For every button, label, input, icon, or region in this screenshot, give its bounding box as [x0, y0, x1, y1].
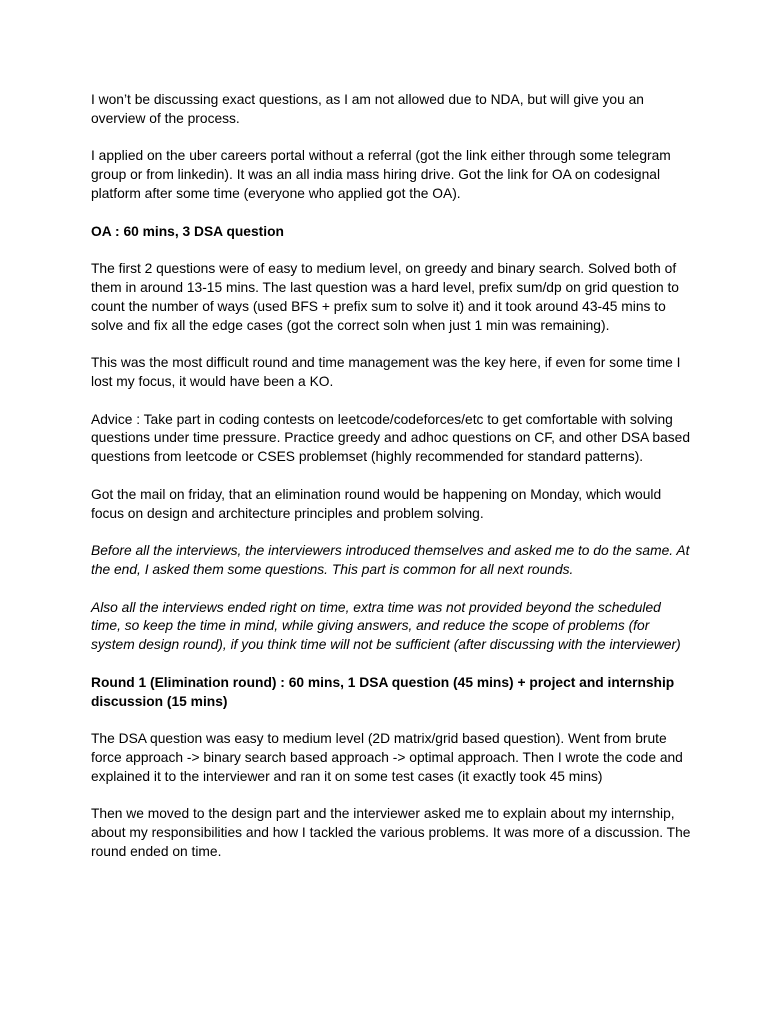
paragraph-difficulty: This was the most difficult round and time management was the key here, if even for some time I lost my focus, it would have been a KO.	[91, 355, 681, 389]
paragraph-elimination-mail: Got the mail on friday, that an elimination round would be happening on Monday, which would focus on design and architecture principles and problem solving.	[91, 486, 662, 521]
paragraph-nda-disclaimer: I won’t be discussing exact questions, as I am not allowed due to NDA, but will give you an overview of the process.	[91, 92, 644, 126]
note-time-management: Also all the interviews ended right on time, extra time was not provided beyond the scheduled time, so keep the time in mind, while giving answers, and reduce the scope of problems (for system design round), if you think time will not be sufficient (after discussing with the interviewer)	[91, 599, 681, 653]
heading-round-1: Round 1 (Elimination round) : 60 mins, 1 DSA question (45 mins) + project and internship discussion (15 mins)	[91, 674, 675, 709]
paragraph-round-1-design: Then we moved to the design part and the interviewer asked me to explain about my internship, about my responsibilities and how I tackled the various problems. It was more of a discussion. The round ended on time.	[91, 806, 691, 859]
document-page	[91, 91, 691, 880]
paragraph-advice: Advice : Take part in coding contests on leetcode/codeforces/etc to get comfortable with solving questions under time pressure. Practice greedy and adhoc questions on CF, and other DSA based questions from leetcode or CSES problemset (highly recommended for standard patterns).	[91, 411, 690, 465]
paragraph-application: I applied on the uber careers portal without a referral (got the link either through some telegram group or from linkedin). It was an all india mass hiring drive. Got the link for OA on codesignal platform after some time (everyone who applied got the OA).	[91, 148, 671, 201]
paragraph-round-1-dsa: The DSA question was easy to medium level (2D matrix/grid based question). Went from brute force approach -> binary search based approach -> optimal approach. Then I wrote the code and explained it to the interviewer and ran it on some test cases (it exactly took 45 mins)	[91, 731, 683, 784]
heading-oa: OA : 60 mins, 3 DSA question	[91, 223, 284, 239]
note-introductions: Before all the interviews, the interviewers introduced themselves and asked me to do the same. At the end, I asked them some questions. This part is common for all next rounds.	[91, 543, 690, 577]
paragraph-oa-details: The first 2 questions were of easy to medium level, on greedy and binary search. Solved both of them in around 13-15 mins. The last question was a hard level, prefix sum/dp on grid question to count the number of ways (used BFS + prefix sum to solve it) and it took around 43-45 mins to solve and fix all the edge cases (got the correct soln when just 1 min was remaining).	[91, 261, 679, 333]
